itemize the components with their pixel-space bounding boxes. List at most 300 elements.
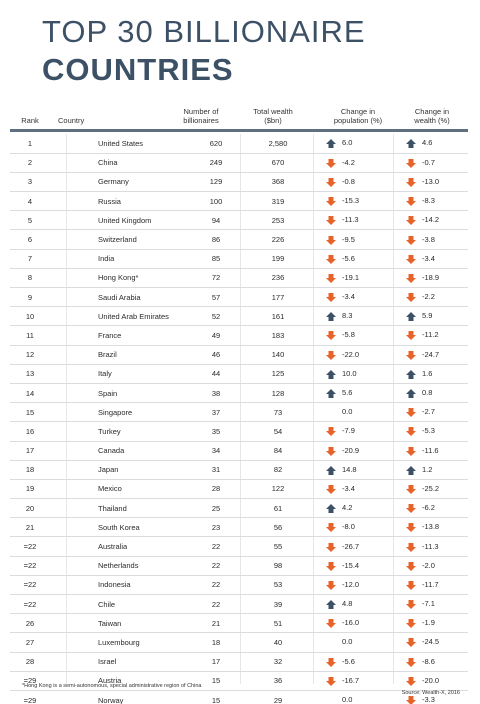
wealth-change-cell xyxy=(394,537,468,556)
down-arrow-icon xyxy=(406,696,416,704)
down-arrow-icon xyxy=(326,543,336,552)
change-value: -24.5 xyxy=(422,637,440,647)
pop-change-cell xyxy=(314,403,394,422)
wealth-cell: 226 xyxy=(242,230,314,249)
billionaires-cell: 15 xyxy=(190,671,242,690)
pop-change-cell xyxy=(314,575,394,594)
up-arrow-icon xyxy=(406,370,416,379)
change-value: -13.8 xyxy=(422,522,440,532)
table-row xyxy=(10,441,468,460)
change-value: -20.0 xyxy=(422,675,440,685)
pop-change-cell xyxy=(314,518,394,537)
table-row xyxy=(10,460,468,479)
rank-cell: =22 xyxy=(10,595,50,614)
rank-cell: 15 xyxy=(10,403,50,422)
change-value: 14.8 xyxy=(342,464,357,474)
wealth-change-cell xyxy=(394,595,468,614)
rank-cell: 9 xyxy=(10,288,50,307)
country-cell: Luxembourg xyxy=(50,633,190,652)
rank-cell: 13 xyxy=(10,364,50,383)
rank-cell: =22 xyxy=(10,575,50,594)
wealth-cell: 82 xyxy=(242,460,314,479)
table-row xyxy=(10,383,468,402)
table-row xyxy=(10,326,468,345)
wealth-change-cell xyxy=(394,268,468,287)
down-arrow-icon xyxy=(406,408,416,417)
rank-cell: 16 xyxy=(10,422,50,441)
change-value: -11.2 xyxy=(422,330,439,340)
pop-change-cell xyxy=(314,383,394,402)
wealth-change-cell xyxy=(394,671,468,690)
pop-change-cell xyxy=(314,230,394,249)
country-cell: United Kingdom xyxy=(50,211,190,230)
wealth-change-cell xyxy=(394,518,468,537)
change-value: 10.0 xyxy=(342,368,357,378)
header-divider xyxy=(10,129,468,132)
wealth-change-cell xyxy=(394,383,468,402)
wealth-cell: 32 xyxy=(242,652,314,671)
down-arrow-icon xyxy=(406,447,416,456)
country-cell: Switzerland xyxy=(50,230,190,249)
wealth-change-cell xyxy=(394,633,468,652)
change-value: -3.4 xyxy=(342,483,355,493)
table-row xyxy=(10,633,468,652)
wealth-change-cell xyxy=(394,441,468,460)
change-value: 8.3 xyxy=(342,311,353,321)
wealth-change-cell xyxy=(394,422,468,441)
wealth-cell: 39 xyxy=(242,595,314,614)
pop-change-cell xyxy=(314,422,394,441)
billionaires-cell: 46 xyxy=(190,345,242,364)
change-value: -18.9 xyxy=(422,272,440,282)
down-arrow-icon xyxy=(326,236,336,245)
wealth-cell: 128 xyxy=(242,383,314,402)
wealth-cell: 36 xyxy=(242,671,314,690)
wealth-cell: 98 xyxy=(242,556,314,575)
pop-change-cell xyxy=(314,460,394,479)
wealth-change-cell xyxy=(394,479,468,498)
wealth-cell: 236 xyxy=(242,268,314,287)
rank-cell: 18 xyxy=(10,460,50,479)
down-arrow-icon xyxy=(406,485,416,494)
down-arrow-icon xyxy=(406,159,416,168)
wealth-change-cell xyxy=(394,460,468,479)
billionaires-cell: 249 xyxy=(190,153,242,172)
pop-change-cell xyxy=(314,326,394,345)
down-arrow-icon xyxy=(326,562,336,571)
down-arrow-icon xyxy=(406,178,416,187)
wealth-change-cell xyxy=(394,575,468,594)
table-row xyxy=(10,614,468,633)
down-arrow-icon xyxy=(326,216,336,225)
change-value: -8.0 xyxy=(342,522,355,532)
wealth-cell: 40 xyxy=(242,633,314,652)
pop-change-cell xyxy=(314,537,394,556)
down-arrow-icon xyxy=(326,523,336,532)
billionaires-cell: 22 xyxy=(190,537,242,556)
billionaires-cell: 23 xyxy=(190,518,242,537)
table-row xyxy=(10,192,468,211)
wealth-cell: 61 xyxy=(242,499,314,518)
change-value: -25.2 xyxy=(422,483,440,493)
table-row xyxy=(10,499,468,518)
billionaires-cell: 21 xyxy=(190,614,242,633)
table-row xyxy=(10,172,468,191)
pop-change-cell xyxy=(314,652,394,671)
wealth-cell: 368 xyxy=(242,172,314,191)
down-arrow-icon xyxy=(406,197,416,206)
table-row xyxy=(10,230,468,249)
wealth-change-cell xyxy=(394,556,468,575)
down-arrow-icon xyxy=(326,255,336,264)
country-cell: Mexico xyxy=(50,479,190,498)
change-value: -7.1 xyxy=(422,599,435,609)
billionaires-cell: 44 xyxy=(190,364,242,383)
down-arrow-icon xyxy=(326,331,336,340)
change-value: -15.3 xyxy=(342,196,360,206)
change-value: 0.0 xyxy=(342,407,353,417)
change-value: 1.2 xyxy=(422,464,433,474)
down-arrow-icon xyxy=(326,197,336,206)
change-value: 5.6 xyxy=(342,388,353,398)
change-value: -1.9 xyxy=(422,618,435,628)
page-title-line2: COUNTRIES xyxy=(42,52,234,87)
header-pop-change: Change in population (%) xyxy=(333,107,383,125)
change-value: -8.6 xyxy=(422,656,435,666)
wealth-cell: 84 xyxy=(242,441,314,460)
country-cell: Chile xyxy=(50,595,190,614)
wealth-change-cell xyxy=(394,249,468,268)
change-value: -16.7 xyxy=(342,675,360,685)
table-row xyxy=(10,556,468,575)
country-cell: Australia xyxy=(50,537,190,556)
down-arrow-icon xyxy=(326,427,336,436)
change-value: -0.7 xyxy=(422,157,435,167)
wealth-change-cell xyxy=(394,499,468,518)
pop-change-cell xyxy=(314,249,394,268)
pop-change-cell xyxy=(314,633,394,652)
rank-cell: =29 xyxy=(10,671,50,690)
down-arrow-icon xyxy=(326,677,336,686)
billionaires-cell: 620 xyxy=(190,134,242,153)
country-cell: Saudi Arabia xyxy=(50,288,190,307)
change-value: -3.8 xyxy=(422,234,435,244)
change-value: -11.3 xyxy=(342,215,359,225)
wealth-cell: 54 xyxy=(242,422,314,441)
down-arrow-icon xyxy=(406,504,416,513)
wealth-change-cell xyxy=(394,364,468,383)
billionaires-cell: 86 xyxy=(190,230,242,249)
billionaires-cell: 72 xyxy=(190,268,242,287)
billionaires-cell: 37 xyxy=(190,403,242,422)
wealth-change-cell xyxy=(394,345,468,364)
billionaires-cell: 22 xyxy=(190,575,242,594)
up-arrow-icon xyxy=(406,139,416,148)
down-arrow-icon xyxy=(326,581,336,590)
country-cell: Taiwan xyxy=(50,614,190,633)
country-cell: United Arab Emirates xyxy=(50,307,190,326)
wealth-cell: 319 xyxy=(242,192,314,211)
rank-cell: 1 xyxy=(10,134,50,153)
wealth-cell: 183 xyxy=(242,326,314,345)
country-cell: France xyxy=(50,326,190,345)
pop-change-cell xyxy=(314,614,394,633)
billionaires-cell: 17 xyxy=(190,652,242,671)
wealth-cell: 670 xyxy=(242,153,314,172)
country-cell: Norway xyxy=(50,690,190,704)
down-arrow-icon xyxy=(326,619,336,628)
pop-change-cell xyxy=(314,479,394,498)
change-value: 4.2 xyxy=(342,503,353,513)
change-value: -5.6 xyxy=(342,253,355,263)
header-rank: Rank xyxy=(21,116,39,125)
wealth-cell: 56 xyxy=(242,518,314,537)
wealth-change-cell xyxy=(394,307,468,326)
wealth-change-cell xyxy=(394,288,468,307)
country-cell: Hong Kong* xyxy=(50,268,190,287)
billionaires-cell: 38 xyxy=(190,383,242,402)
down-arrow-icon xyxy=(326,178,336,187)
country-cell: United States xyxy=(50,134,190,153)
country-cell: South Korea xyxy=(50,518,190,537)
country-cell: Russia xyxy=(50,192,190,211)
billionaires-cell: 35 xyxy=(190,422,242,441)
wealth-cell: 177 xyxy=(242,288,314,307)
country-cell: Japan xyxy=(50,460,190,479)
change-value: -2.2 xyxy=(422,292,435,302)
change-value: 0.8 xyxy=(422,388,433,398)
pop-change-cell xyxy=(314,364,394,383)
down-arrow-icon xyxy=(406,274,416,283)
change-value: -20.9 xyxy=(342,445,360,455)
rank-cell: 5 xyxy=(10,211,50,230)
up-arrow-icon xyxy=(326,312,336,321)
change-value: -14.2 xyxy=(422,215,440,225)
up-arrow-icon xyxy=(326,389,336,398)
table-row xyxy=(10,595,468,614)
rank-cell: =22 xyxy=(10,537,50,556)
wealth-change-cell xyxy=(394,326,468,345)
country-cell: Italy xyxy=(50,364,190,383)
billionaires-cell: 34 xyxy=(190,441,242,460)
billionaires-cell: 57 xyxy=(190,288,242,307)
wealth-cell: 73 xyxy=(242,403,314,422)
pop-change-cell xyxy=(314,441,394,460)
up-arrow-icon xyxy=(406,466,416,475)
country-cell: Spain xyxy=(50,383,190,402)
pop-change-cell xyxy=(314,268,394,287)
change-value: -6.2 xyxy=(422,503,435,513)
wealth-cell: 122 xyxy=(242,479,314,498)
change-value: -3.3 xyxy=(422,695,435,704)
down-arrow-icon xyxy=(326,274,336,283)
rank-cell: 11 xyxy=(10,326,50,345)
page-title-line1: TOP 30 BILLIONAIRE xyxy=(42,14,366,49)
table-row xyxy=(10,403,468,422)
table-row xyxy=(10,153,468,172)
wealth-cell: 53 xyxy=(242,575,314,594)
table-body xyxy=(10,134,468,704)
change-value: 0.0 xyxy=(342,637,353,647)
change-value: -4.2 xyxy=(342,157,355,167)
down-arrow-icon xyxy=(406,638,416,647)
wealth-cell: 51 xyxy=(242,614,314,633)
down-arrow-icon xyxy=(406,581,416,590)
country-cell: Netherlands xyxy=(50,556,190,575)
wealth-change-cell xyxy=(394,192,468,211)
change-value: -0.8 xyxy=(342,176,355,186)
table-row xyxy=(10,134,468,153)
rank-cell: 14 xyxy=(10,383,50,402)
up-arrow-icon xyxy=(326,600,336,609)
down-arrow-icon xyxy=(406,658,416,667)
change-value: -3.4 xyxy=(422,253,435,263)
change-value: -5.6 xyxy=(342,656,355,666)
billionaires-cell: 52 xyxy=(190,307,242,326)
rank-cell: 3 xyxy=(10,172,50,191)
billionaires-cell: 31 xyxy=(190,460,242,479)
change-value: -15.4 xyxy=(342,560,360,570)
source-note: Source: Wealth-X, 2016 xyxy=(401,690,460,696)
pop-change-cell xyxy=(314,211,394,230)
wealth-cell: 253 xyxy=(242,211,314,230)
change-value: 6.0 xyxy=(342,138,353,148)
billionaires-cell: 28 xyxy=(190,479,242,498)
up-arrow-icon xyxy=(326,139,336,148)
pop-change-cell xyxy=(314,556,394,575)
change-value: -5.8 xyxy=(342,330,355,340)
rank-cell: 17 xyxy=(10,441,50,460)
down-arrow-icon xyxy=(406,255,416,264)
pop-change-cell xyxy=(314,671,394,690)
table-row xyxy=(10,268,468,287)
billionaires-cell: 22 xyxy=(190,595,242,614)
rank-cell: 4 xyxy=(10,192,50,211)
up-arrow-icon xyxy=(406,312,416,321)
wealth-change-cell xyxy=(394,153,468,172)
rank-cell: 27 xyxy=(10,633,50,652)
rank-cell: =29 xyxy=(10,690,50,704)
wealth-cell: 161 xyxy=(242,307,314,326)
change-value: -5.3 xyxy=(422,426,435,436)
pop-change-cell xyxy=(314,134,394,153)
up-arrow-icon xyxy=(326,504,336,513)
wealth-cell: 140 xyxy=(242,345,314,364)
change-value: -13.0 xyxy=(422,176,440,186)
down-arrow-icon xyxy=(326,293,336,302)
change-value: -9.5 xyxy=(342,234,355,244)
down-arrow-icon xyxy=(406,427,416,436)
change-value: 1.6 xyxy=(422,368,433,378)
down-arrow-icon xyxy=(406,351,416,360)
change-value: -11.3 xyxy=(422,541,439,551)
down-arrow-icon xyxy=(406,600,416,609)
footnote: *Hong Kong is a semi-autonomous, special administrative region of China xyxy=(22,683,202,689)
country-cell: Germany xyxy=(50,172,190,191)
country-cell: Singapore xyxy=(50,403,190,422)
pop-change-cell xyxy=(314,595,394,614)
pop-change-cell xyxy=(314,690,394,704)
down-arrow-icon xyxy=(326,658,336,667)
billionaires-cell: 129 xyxy=(190,172,242,191)
header-wealth-change: Change in wealth (%) xyxy=(414,107,450,125)
wealth-change-cell xyxy=(394,211,468,230)
rank-cell: 12 xyxy=(10,345,50,364)
rank-cell: 6 xyxy=(10,230,50,249)
rank-cell: 7 xyxy=(10,249,50,268)
wealth-cell: 199 xyxy=(242,249,314,268)
rank-cell: =22 xyxy=(10,556,50,575)
down-arrow-icon xyxy=(326,485,336,494)
table-row xyxy=(10,211,468,230)
header-country: Country xyxy=(58,116,85,125)
change-value: -3.4 xyxy=(342,292,355,302)
country-cell: Brazil xyxy=(50,345,190,364)
table-row xyxy=(10,345,468,364)
wealth-change-cell xyxy=(394,230,468,249)
pop-change-cell xyxy=(314,307,394,326)
wealth-change-cell xyxy=(394,652,468,671)
country-cell: India xyxy=(50,249,190,268)
billionaires-cell: 25 xyxy=(190,499,242,518)
billionaires-cell: 94 xyxy=(190,211,242,230)
down-arrow-icon xyxy=(406,293,416,302)
down-arrow-icon xyxy=(406,677,416,686)
rank-cell: 2 xyxy=(10,153,50,172)
change-value: -11.6 xyxy=(422,445,439,455)
change-value: -26.7 xyxy=(342,541,360,551)
rank-cell: 8 xyxy=(10,268,50,287)
billionaires-cell: 100 xyxy=(190,192,242,211)
up-arrow-icon xyxy=(326,466,336,475)
down-arrow-icon xyxy=(406,331,416,340)
billionaires-cell: 85 xyxy=(190,249,242,268)
change-value: -11.7 xyxy=(422,579,439,589)
billionaires-cell: 15 xyxy=(190,690,242,704)
change-value: -12.0 xyxy=(342,579,360,589)
down-arrow-icon xyxy=(406,619,416,628)
table-row xyxy=(10,422,468,441)
table-row xyxy=(10,479,468,498)
rank-cell: 26 xyxy=(10,614,50,633)
wealth-change-cell xyxy=(394,134,468,153)
country-cell: Canada xyxy=(50,441,190,460)
wealth-cell: 125 xyxy=(242,364,314,383)
table-row xyxy=(10,288,468,307)
rank-cell: 28 xyxy=(10,652,50,671)
rank-cell: 19 xyxy=(10,479,50,498)
billionaires-cell: 49 xyxy=(190,326,242,345)
header-wealth: Total wealth ($bn) xyxy=(253,107,293,125)
wealth-cell: 29 xyxy=(242,690,314,704)
country-cell: Austria xyxy=(50,671,190,690)
down-arrow-icon xyxy=(406,562,416,571)
country-cell: Israel xyxy=(50,652,190,671)
pop-change-cell xyxy=(314,172,394,191)
change-value: -8.3 xyxy=(422,196,435,206)
table-row xyxy=(10,307,468,326)
change-value: -19.1 xyxy=(342,272,360,282)
pop-change-cell xyxy=(314,192,394,211)
rank-cell: 20 xyxy=(10,499,50,518)
change-value: -24.7 xyxy=(422,349,440,359)
down-arrow-icon xyxy=(406,523,416,532)
rank-cell: 21 xyxy=(10,518,50,537)
table-row xyxy=(10,575,468,594)
table-row xyxy=(10,652,468,671)
wealth-change-cell xyxy=(394,403,468,422)
country-cell: Turkey xyxy=(50,422,190,441)
